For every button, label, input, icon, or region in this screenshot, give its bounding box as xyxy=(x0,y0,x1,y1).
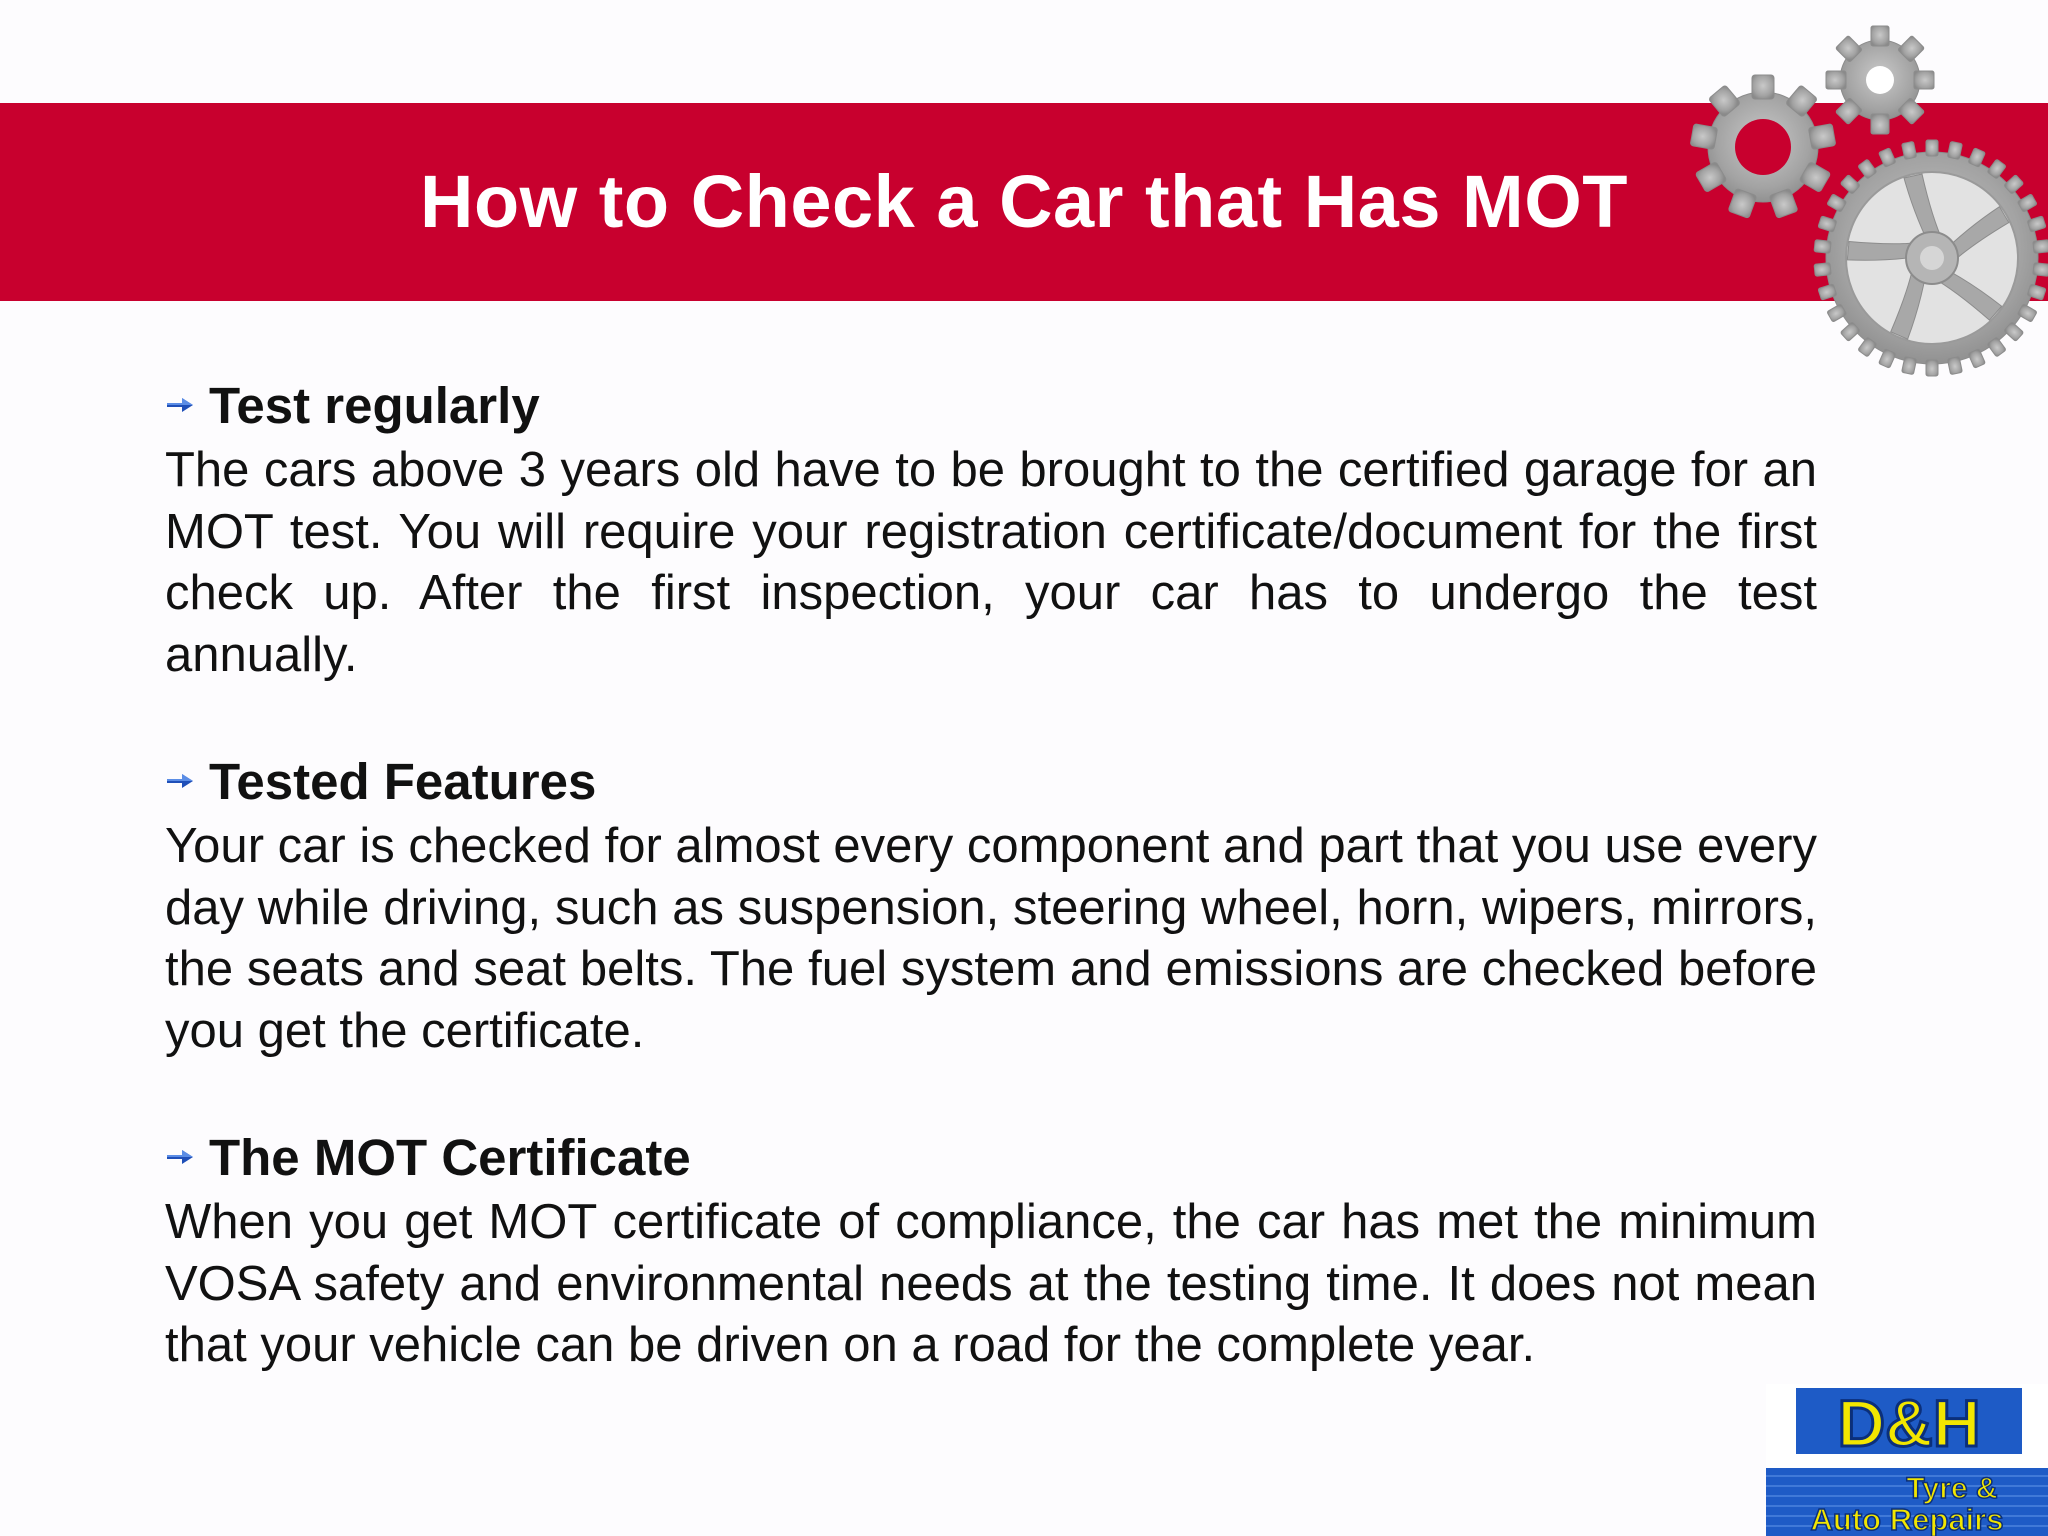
arrow-right-icon xyxy=(165,771,195,791)
section-body: The cars above 3 years old have to be brought to the certified garage for an MOT test. You will require your registration certificate/document for the first check up. After the first inspection, your car has to undergo the test annually. xyxy=(165,443,1817,682)
arrow-right-icon xyxy=(165,395,195,415)
section-title: The MOT Certificate xyxy=(209,1128,691,1186)
slide-title: How to Check a Car that Has MOT xyxy=(420,160,1628,243)
section-test-regularly xyxy=(165,370,1817,686)
section-mot-certificate xyxy=(165,1122,1817,1377)
logo-tagline-line1: Tyre & xyxy=(1906,1472,1998,1505)
section-tested-features xyxy=(165,746,1817,1062)
company-logo xyxy=(1766,1384,2048,1536)
medium-gear-icon xyxy=(1690,75,1836,218)
section-body: When you get MOT certificate of compliance, the car has met the minimum VOSA safety and environmental needs at the testing time. It does not mean that your vehicle can be driven on a road for the complete year. xyxy=(165,1195,1817,1372)
small-gear-icon xyxy=(1826,26,1934,134)
section-heading-row xyxy=(165,746,1817,816)
logo-brand-text: D&H xyxy=(1837,1386,1981,1460)
section-heading-row xyxy=(165,1122,1817,1192)
section-title: Test regularly xyxy=(209,376,540,434)
slide-content xyxy=(165,370,1817,1437)
large-gear-icon xyxy=(1814,140,2048,376)
section-body: Your car is checked for almost every component and part that you use every day while driving, such as suspension, steering wheel, horn, wipers, mirrors, the seats and seat belts. The fuel system and emissions are checked before you get the certificate. xyxy=(165,819,1817,1058)
section-title: Tested Features xyxy=(209,752,597,810)
arrow-right-icon xyxy=(165,1147,195,1167)
section-heading-row xyxy=(165,370,1817,440)
gears-icon xyxy=(1690,25,2048,385)
logo-tagline-line2: Auto Repairs xyxy=(1810,1502,2004,1536)
